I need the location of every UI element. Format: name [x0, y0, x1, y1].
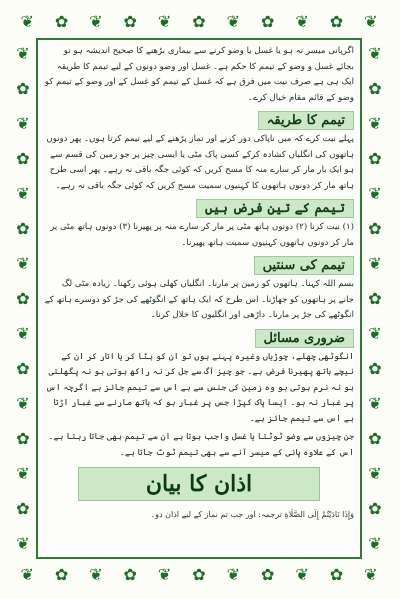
leaf-icon: ❦: [295, 12, 309, 31]
leaf-icon: ✿: [16, 498, 30, 518]
leaf-icon: ✿: [368, 78, 382, 98]
leaf-icon: ✿: [260, 564, 275, 584]
leaf-icon: ❦: [368, 43, 382, 63]
method-paragraph: پہلے نیت کرے کہ میں ناپاکی دور کرنے اور نماز پڑھنے کے لیے تیمم کرتا ہوں۔ پھر دونوں ہاتھوں کی انگلیاں کشادہ کرکے کسی پاک مٹی یا ایسی چیز پر جو زمین کی قسم سے ہو ایک بار مار کر سارے منہ کا مسح کریں کہ کوئی جگہ باقی نہ رہے۔ پھر اسی طرح ہاتھ مار کر دونوں ہاتھوں کا کہنیوں سمیت مسح کریں کہ کوئی جگہ باقی نہ رہے۔: [46, 134, 354, 191]
leaf-icon: ❦: [20, 564, 34, 584]
leaf-icon: ❦: [364, 12, 378, 31]
leaf-icon: ✿: [54, 12, 69, 31]
leaf-icon: ❦: [16, 323, 30, 343]
text-panel: [36, 38, 362, 559]
heading-masail: ضروری مسائل: [255, 329, 354, 348]
leaf-icon: ✿: [123, 564, 137, 584]
leaf-icon: ✿: [260, 12, 275, 31]
leaf-icon: ✿: [368, 288, 382, 308]
leaf-icon: ❦: [157, 12, 172, 31]
heading-azan: اذان کا بیان: [78, 467, 320, 501]
bottom-leaf-border: [10, 561, 388, 588]
masail-paragraph: انگوٹھی چھلے، چوڑیاں وغیرہ پہنے ہوں تو ان کو ہٹا کر یا اتار کر ان کے نیچے ہاتھ پھیرنا فرض ہے۔ جو چیز آگ سے جل کر نہ راکھ ہوتی ہو نہ پگھلتی ہو نہ نرم ہوتی ہو وہ زمین کی جنس سے ہے اس سے تیمم جائز ہے اگرچہ اس پر غبار نہ ہو۔ ایسا پاک کپڑا جس پر غبار ہو کہ ہاتھ مارنے سے غبار اڑتا ہے اس سے تیمم جائز ہے۔: [45, 351, 354, 424]
leaf-icon: ❦: [368, 253, 382, 273]
leaf-icon: ❦: [226, 564, 241, 584]
leaf-icon: ❦: [368, 393, 382, 413]
leaf-icon: ❦: [16, 183, 30, 203]
leaf-icon: ✿: [16, 428, 30, 448]
heading-method: تیمم کا طریقہ: [258, 111, 354, 130]
leaf-icon: ❦: [16, 533, 30, 553]
leaf-icon: ❦: [89, 12, 103, 31]
leaf-icon: ❦: [16, 253, 30, 273]
leaf-icon: ❦: [16, 113, 30, 133]
leaf-icon: ❦: [16, 463, 30, 483]
leaf-icon: ✿: [368, 358, 382, 378]
leaf-icon: ✿: [329, 564, 344, 584]
intro-paragraph: اگرپانی میسر نہ ہو یا غسل یا وضو کرنے سے بیماری بڑھنے کا صحیح اندیشہ ہو تو بجائے غسل و وضو کے تیمم کا حکم ہے۔ غسل اور وضو دونوں کے لیے تیمم کا طریقہ ایک ہی ہے صرف نیت میں فرق ہے کہ غسل کے تیمم کو غسل کے اور وضو کے تیمم کو وضو کے قائم مقام خیال کرے۔: [44, 46, 354, 103]
leaf-icon: ❦: [157, 564, 172, 584]
masail-paragraph-2: جن چیزوں سے وضو ٹوٹتا یا غسل واجب ہوتا ہے ان سے تیمم بھی جاتا رہتا ہے۔ اس کے علاوہ پانی کے میسر آنے سے بھی تیمم ٹوٹ جاتا ہے۔: [48, 432, 354, 458]
leaf-icon: ❦: [20, 12, 34, 31]
left-leaf-border: [12, 36, 34, 561]
leaf-icon: ✿: [368, 148, 382, 168]
page-content: [44, 44, 354, 553]
leaf-icon: ❦: [89, 564, 103, 584]
leaf-icon: ❦: [368, 463, 382, 483]
leaf-icon: ✿: [16, 78, 30, 98]
leaf-icon: ✿: [329, 12, 344, 31]
leaf-icon: ✿: [123, 12, 137, 31]
leaf-icon: ❦: [16, 393, 30, 413]
leaf-icon: ❦: [368, 183, 382, 203]
heading-sunan: تیمم کی سنتیں: [254, 256, 354, 275]
leaf-icon: ❦: [295, 564, 309, 584]
leaf-icon: ✿: [16, 148, 30, 168]
leaf-icon: ❦: [368, 323, 382, 343]
leaf-icon: ✿: [192, 564, 206, 584]
leaf-icon: ❦: [364, 564, 378, 584]
leaf-icon: ✿: [54, 564, 69, 584]
leaf-icon: ❦: [16, 43, 30, 63]
faraid-paragraph: (۱) نیت کرنا (۲) دونوں ہاتھ مٹی پر مار کر سارے منہ پر پھیرنا (۳) دونوں ہاتھ مٹی پر مار کر دونوں ہاتھوں کہنیوں سمیت ہاتھ پھیرنا۔: [50, 222, 354, 248]
leaf-icon: ✿: [368, 428, 382, 448]
leaf-icon: ✿: [16, 218, 30, 238]
leaf-icon: ❦: [226, 12, 241, 31]
sunan-paragraph: بسم اللہ کہنا۔ ہاتھوں کو زمین پر مارنا۔ انگلیاں کھلی ہوئی رکھنا۔ زیادہ مٹی لگ جانے پر ہاتھوں کو جھاڑنا۔ اس طرح کہ ایک ہاتھ کے انگوٹھے کی جڑ کو دوسرے ہاتھ کے انگوٹھے کی جڑ پر مارنا۔ داڑھی اور انگلیوں کا خلال کرنا۔: [44, 279, 354, 320]
top-leaf-border: [10, 8, 388, 36]
leaf-icon: ✿: [16, 288, 30, 308]
leaf-icon: ✿: [368, 218, 382, 238]
azan-verse: وَإِذَا نَادَيْتُمْ إِلَى الصَّلَاةِ ترجمہ: اور جب تم نماز کے لیے اذان دو۔: [150, 510, 354, 519]
leaf-icon: ✿: [368, 498, 382, 518]
leaf-icon: ❦: [368, 533, 382, 553]
heading-faraid: تیمم کے تین فرض ہیں: [196, 199, 354, 218]
leaf-icon: ✿: [192, 12, 206, 31]
page-frame: [10, 8, 388, 588]
leaf-icon: ✿: [16, 358, 30, 378]
right-leaf-border: [364, 36, 386, 561]
leaf-icon: ❦: [368, 113, 382, 133]
